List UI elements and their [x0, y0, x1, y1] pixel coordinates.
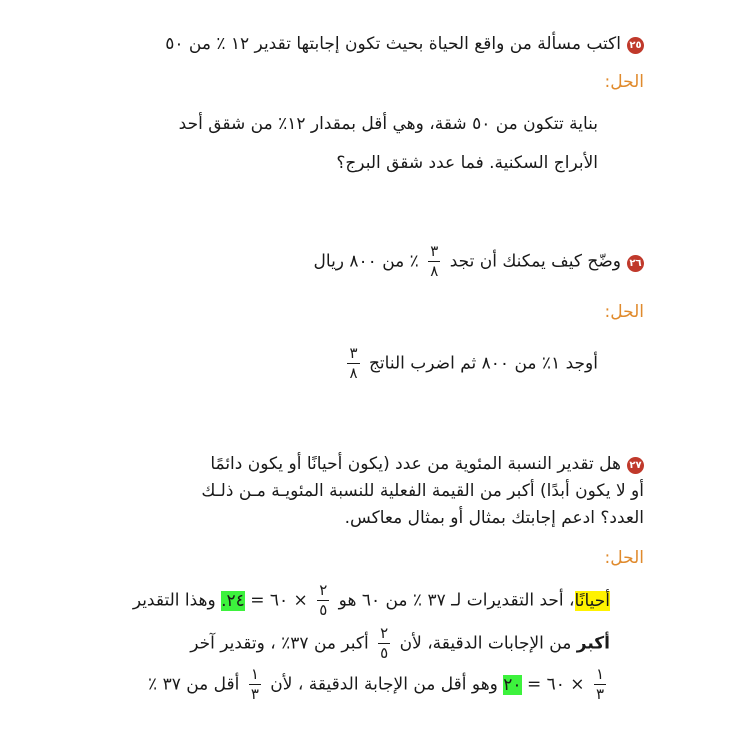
q27-answer-line1 — [133, 583, 610, 618]
q26-question — [314, 244, 644, 279]
q25-solution-label: الحل: — [604, 72, 644, 92]
q27-a1-fraction — [317, 583, 329, 618]
q27-a3-text3: أقل من ٣٧ ٪ — [148, 674, 240, 695]
q27-a3-text1: × ٦٠ = — [526, 674, 585, 695]
q27-question-line2: أو لا يكون أبدًا) أكبر من القيمة الفعلية للنسبة المئويـة مـن ذلـك — [201, 481, 644, 501]
q27-result-20: ٢٠ — [503, 674, 522, 695]
q27-a3-frac2-num: ١ — [250, 665, 259, 683]
q26-answer-text: أوجد ١٪ من ٨٠٠ ثم اضرب الناتج — [368, 353, 598, 374]
q27-a3-text2: وهو أقل من الإجابة الدقيقة ، لأن — [270, 674, 498, 695]
q27-a3-fraction2 — [249, 667, 261, 702]
q25-answer-line2: الأبراج السكنية. فما عدد شقق البرج؟ — [336, 153, 598, 173]
q27-text-line1: هل تقدير النسبة المئوية من عدد (يكون أحيانًا أو يكون دائمًا — [210, 454, 621, 474]
q27-a3-frac-num: ١ — [595, 665, 604, 683]
q26-text-before: وضّح كيف يمكنك أن تجد — [449, 251, 621, 272]
q26-solution-label: الحل: — [604, 302, 644, 322]
q27-a1-text1: ، أحد التقديرات لـ ٣٧ ٪ من ٦٠ هو — [338, 590, 575, 611]
q27-a3-frac-den: ٣ — [595, 685, 604, 703]
q26-answer-frac-den: ٨ — [349, 364, 358, 382]
q27-a1-frac-den: ٥ — [319, 601, 328, 619]
q27-a2-bold-greater: أكبر — [576, 633, 610, 654]
q26-frac-num: ٣ — [430, 242, 439, 260]
q26-text-after: ٪ من ٨٠٠ ريال — [313, 251, 419, 272]
q25-answer-line1: بناية تتكون من ٥٠ شقة، وهي أقل بمقدار ١٢٪ من شقق أحد — [178, 114, 598, 134]
q25-number-badge: ٢٥ — [627, 37, 644, 54]
q27-question-line1 — [210, 454, 644, 474]
q27-a3-frac2-den: ٣ — [250, 685, 259, 703]
q26-frac-den: ٨ — [430, 262, 439, 280]
q27-question-line3: العدد؟ ادعم إجابتك بمثال أو بمثال معاكس. — [344, 508, 644, 528]
q27-a1-text3: وهذا التقدير — [132, 590, 216, 611]
q27-a1-text2: × ٦٠ = — [250, 590, 308, 611]
q25-text: اكتب مسألة من واقع الحياة بحيث تكون إجابتها تقدير ١٢ ٪ من ٥٠ — [165, 34, 621, 54]
q27-a2-text1: من الإجابات الدقيقة، لأن — [399, 633, 572, 654]
q27-answer-line2 — [190, 626, 610, 661]
q26-answer-fraction — [347, 346, 359, 381]
q27-a1-frac-num: ٢ — [319, 581, 328, 599]
q27-result-24: ٢٤. — [221, 590, 245, 611]
q27-a2-text2: أكبر من ٣٧٪ ، وتقدير آخر — [190, 633, 369, 654]
q27-a2-frac-num: ٢ — [380, 624, 389, 642]
q27-a3-fraction — [594, 667, 606, 702]
q26-answer-frac-num: ٣ — [349, 344, 358, 362]
q25-question — [165, 34, 644, 54]
q26-answer — [343, 346, 598, 381]
q26-number-badge: ٢٦ — [627, 255, 644, 272]
q27-a2-fraction — [378, 626, 390, 661]
q26-fraction — [428, 244, 440, 279]
q27-solution-label: الحل: — [604, 548, 644, 568]
q27-highlight-sometimes: أحيانًا — [574, 590, 610, 611]
q27-answer-line3 — [148, 667, 610, 702]
q27-a2-frac-den: ٥ — [380, 644, 389, 662]
q27-number-badge: ٢٧ — [627, 457, 644, 474]
